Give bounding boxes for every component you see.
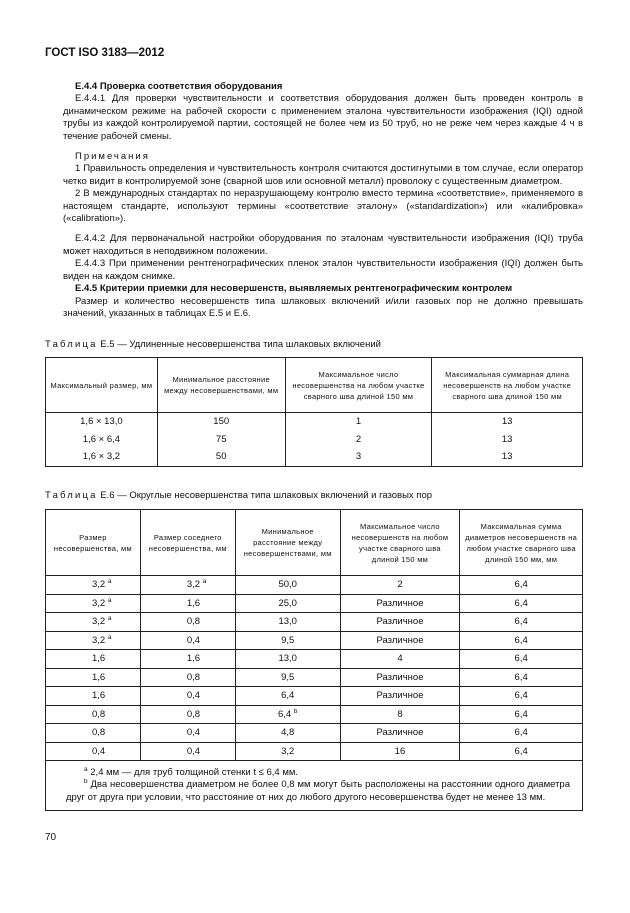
- table-cell: 6,4: [460, 613, 583, 632]
- table-cell: 2: [285, 431, 432, 449]
- section-e44-title: Е.4.4 Проверка соответствия оборудования: [75, 81, 283, 92]
- table-cell: 6,4: [460, 668, 583, 687]
- table-cell: 13,0: [235, 613, 340, 632]
- table-cell: 6,4: [460, 576, 583, 595]
- table-cell: 3,2 $^a$: [46, 594, 141, 613]
- paragraph-e442: Е.4.4.2 Для первоначальной настройки оборудования по эталонам чувствительности изображения (IQI) труба может находиться в неподвижном положении.: [63, 233, 583, 257]
- table-cell: Различное: [340, 594, 460, 613]
- table-cell: Различное: [340, 631, 460, 650]
- table-cell: 6,4: [460, 724, 583, 743]
- table-cell: 0,8: [46, 705, 141, 724]
- table-cell: 2: [340, 576, 460, 595]
- column-header: Максимальное число несовершенств на любом участке сварного шва длиной 150 мм: [340, 510, 460, 576]
- table-header-row: [46, 510, 583, 576]
- table-cell: Различное: [340, 687, 460, 706]
- table-row: [46, 594, 583, 613]
- column-header: Максимальная суммарная длина несовершенств на любом участке сварного шва длиной 150 мм: [432, 358, 583, 413]
- table-cell: 1,6 × 13,0: [46, 413, 158, 431]
- table-e5-caption: Таблица Е.5 — Удлиненные несовершенства типа шлаковых включений: [45, 339, 381, 350]
- table-cell: Различное: [340, 724, 460, 743]
- table-cell: 150: [157, 413, 285, 431]
- table-cell: Различное: [340, 613, 460, 632]
- column-header: Размер несовершенства, мм: [46, 510, 141, 576]
- table-row: [46, 413, 583, 431]
- table-cell: 1,6: [140, 650, 235, 669]
- table-cell: Различное: [340, 668, 460, 687]
- table-cell: 6,4: [460, 594, 583, 613]
- footnote-a: $^a$ 2,4 мм — для труб толщиной стенки t ≤ 6,4 мм.: [84, 766, 299, 778]
- table-cell: 8: [340, 705, 460, 724]
- paragraph-e441: Е.4.4.1 Для проверки чувствительности и соответствия оборудования должен быть проведен контроль в динамическом режиме на рабочей скорости с применением эталона чувствительности изображения (IQI) одной трубы из каждой контролируемой партии, состоящей не более чем из 50 труб, но не реже чем через каждые 4 ч в течение рабочей смены.: [63, 93, 583, 142]
- table-cell: 6,4: [460, 705, 583, 724]
- table-row: [46, 650, 583, 669]
- table-cell: 9,5: [235, 668, 340, 687]
- column-header: Максимальный размер, мм: [46, 358, 158, 413]
- table-header-row: [46, 358, 583, 413]
- column-header: Минимальное расстояние между несовершенствами, мм: [235, 510, 340, 576]
- table-e6-caption: Таблица Е.6 — Округлые несовершенства типа шлаковых включений и газовых пор: [45, 490, 433, 501]
- document-header: ГОСТ ISO 3183—2012: [45, 47, 165, 59]
- table-row: [46, 631, 583, 650]
- table-cell: 0,4: [46, 742, 141, 761]
- table-row: [46, 742, 583, 761]
- table-row: [46, 431, 583, 449]
- table-row: [46, 613, 583, 632]
- paragraph-e45: Размер и количество несовершенств типа шлаковых включений и/или газовых пор не должно превышать значений, указанных в таблицах Е.5 и Е.6.: [63, 295, 583, 319]
- table-cell: 3,2 $^a$: [46, 631, 141, 650]
- table-e6: [45, 509, 583, 811]
- table-cell: 1: [285, 413, 432, 431]
- table-cell: 0,8: [46, 724, 141, 743]
- table-row: [46, 724, 583, 743]
- table-cell: 3,2 $^a$: [46, 576, 141, 595]
- table-footnotes: [46, 761, 583, 811]
- table-cell: 6,4: [460, 687, 583, 706]
- table-cell: 1,6: [46, 687, 141, 706]
- table-cell: 16: [340, 742, 460, 761]
- table-cell: 0,4: [140, 742, 235, 761]
- table-cell: 4: [340, 650, 460, 669]
- table-cell: 9,5: [235, 631, 340, 650]
- column-header: Минимальное расстояние между несовершенствами, мм: [157, 358, 285, 413]
- table-cell: 25,0: [235, 594, 340, 613]
- table-cell: 6,4: [460, 650, 583, 669]
- table-row: [46, 576, 583, 595]
- body-text: [63, 81, 583, 320]
- notes-title: Примечания: [75, 151, 150, 163]
- table-cell: 13: [432, 431, 583, 449]
- table-row: [46, 448, 583, 466]
- table-cell: 3,2 $^a$: [46, 613, 141, 632]
- table-cell: 1,6: [46, 668, 141, 687]
- table-cell: 75: [157, 431, 285, 449]
- note-1: 1 Правильность определения и чувствительность контроля считаются достигнутыми в том случае, если оператор четко видит в контролируемой зоне (сварной шов или основной металл) проволоку с существенным диаметром.: [63, 163, 583, 187]
- table-cell: 3: [285, 448, 432, 466]
- table-cell: 0,8: [140, 613, 235, 632]
- table-row: [46, 668, 583, 687]
- table-cell: 6,4: [235, 687, 340, 706]
- table-cell: 1,6 × 3,2: [46, 448, 158, 466]
- column-header: Максимальное число несовершенства на любом участке сварного шва длиной 150 мм: [285, 358, 432, 413]
- table-cell: 0,4: [140, 687, 235, 706]
- table-cell: 4,8: [235, 724, 340, 743]
- table-cell: 13: [432, 448, 583, 466]
- paragraph-e443: Е.4.4.3 При применении рентгенографических пленок эталон чувствительности изображения (IQI) должен быть виден на каждом снимке.: [63, 258, 583, 282]
- table-cell: 1,6: [46, 650, 141, 669]
- page-number: 70: [45, 832, 57, 843]
- table-e5: [45, 357, 583, 467]
- table-cell: 13,0: [235, 650, 340, 669]
- footnote-b: $^b$ Два несовершенства диаметром не более 0,8 мм могут быть расположены на расстоянии одного диаметра друг от друга при условии, что расстояние от них до любого другого несовершенства будет не менее 13 мм.: [66, 778, 570, 803]
- table-cell: 6,4: [460, 631, 583, 650]
- table-cell: 0,8: [140, 668, 235, 687]
- table-cell: 3,2 $^a$: [140, 576, 235, 595]
- table-cell: 1,6: [140, 594, 235, 613]
- table-cell: 50,0: [235, 576, 340, 595]
- table-row: [46, 705, 583, 724]
- table-cell: 0,8: [140, 705, 235, 724]
- table-cell: 0,4: [140, 631, 235, 650]
- column-header: Размер соседнего несовершенства, мм: [140, 510, 235, 576]
- section-e45-title: Е.4.5 Критерии приемки для несовершенств, выявляемых рентгенографическим контролем: [75, 283, 513, 295]
- table-cell: 50: [157, 448, 285, 466]
- table-row: [46, 687, 583, 706]
- table-cell: 6,4: [460, 742, 583, 761]
- table-cell: 0,4: [140, 724, 235, 743]
- column-header: Максимальная сумма диаметров несовершенств на любом участке сварного шва длиной 150 мм, мм: [460, 510, 583, 576]
- table-cell: 13: [432, 413, 583, 431]
- table-cell: 6,4 $^b$: [235, 705, 340, 724]
- table-cell: 1,6 × 6,4: [46, 431, 158, 449]
- note-2: 2 В международных стандартах по неразрушающему контролю вместо термина «соответствие», применяемого в настоящем стандарте, используют термины «соответствие эталону» («standardization») или «калибровка» («calibration»).: [63, 188, 583, 225]
- table-cell: 3,2: [235, 742, 340, 761]
